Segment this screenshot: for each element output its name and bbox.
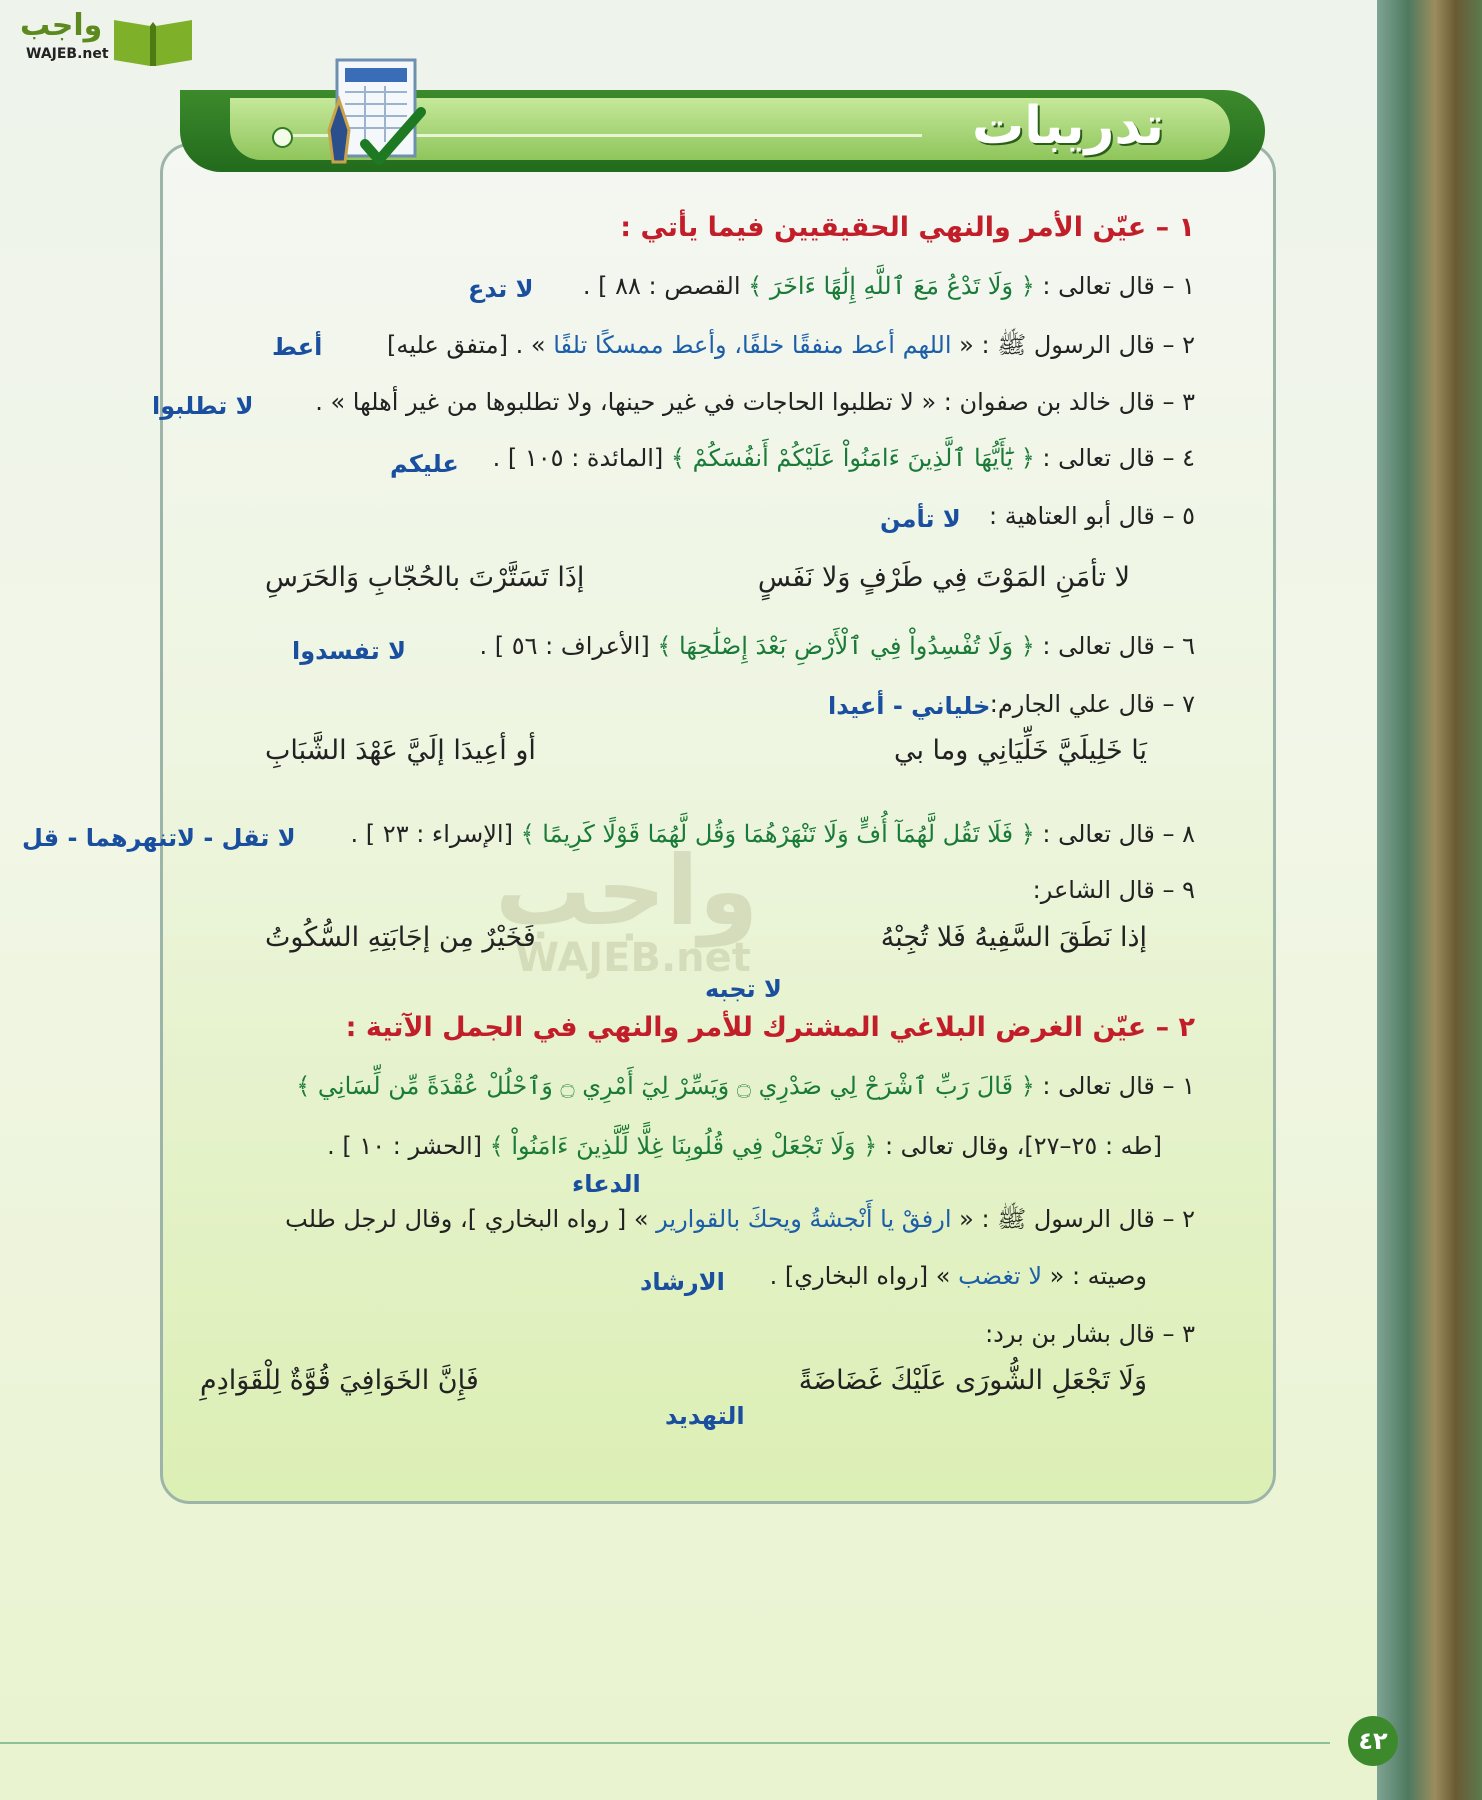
item-8 [351, 820, 1195, 848]
item-2-post: » . [متفق عليه] [387, 331, 554, 359]
s2-item-1-line2-pre: [طه : ٢٥–٢٧]، وقال تعالى : [877, 1132, 1162, 1160]
item-2-answer: أعط [272, 333, 323, 361]
item-8-quote: ﴿ فَلَا تَقُل لَّهُمَآ أُفٍّ وَلَا تَنْهَرْهُمَا وَقُل لَّهُمَا قَوْلًا كَرِيمًا ﴾ [520, 820, 1035, 848]
s2-item-2-answer: الارشاد [640, 1268, 725, 1296]
item-4-quote: ﴿ يَٰٓأَيُّهَا ٱلَّذِينَ ءَامَنُواْ عَلَيْكُمْ أَنفُسَكُمْ ﴾ [670, 444, 1035, 472]
item-6-post: [الأعراف : ٥٦ ] . [479, 632, 658, 660]
s2-item-2-line2-pre: وصيته : « [1042, 1262, 1147, 1290]
item-9: ٩ – قال الشاعر: [1032, 876, 1195, 904]
s2-item-1-pre: ١ – قال تعالى : [1034, 1072, 1195, 1100]
item-1-quote: ﴿ وَلَا تَدْعُ مَعَ ٱللَّهِ إِلَٰهًا ءَاخَرَ ﴾ [748, 272, 1035, 300]
title-decor-dot [272, 127, 293, 148]
s2-item-1-line2 [327, 1132, 1162, 1160]
s2-item-1-line2-quote: ﴿ وَلَا تَجْعَلْ فِي قُلُوبِنَا غِلًّا لِّلَّذِينَ ءَامَنُواْ ﴾ [489, 1132, 878, 1160]
watermark-arabic: واجب [495, 835, 759, 947]
item-6 [479, 632, 1195, 660]
section1-heading: ١ – عيّن الأمر والنهي الحقيقيين فيما يأتي : [620, 212, 1195, 243]
s2-item-1 [296, 1072, 1195, 1100]
watermark [495, 835, 825, 985]
verse-bashar-1: وَلَا تَجْعَلِ الشُّورَى عَلَيْكَ غَضَاضَةً [798, 1365, 1147, 1396]
s2-item-2-post: » [ رواه البخاري ]، وقال لرجل طلب [285, 1205, 657, 1233]
s2-item-2-line2 [770, 1262, 1147, 1290]
item-7: ٧ – قال علي الجارم: [989, 690, 1195, 718]
item-2 [387, 330, 1195, 365]
s2-item-2-line2-post: » [رواه البخاري] . [769, 1262, 959, 1290]
s2-item-3-answer: التهديد [665, 1402, 745, 1430]
s2-item-3: ٣ – قال بشار بن برد: [985, 1320, 1195, 1348]
s2-item-2 [285, 1204, 1195, 1239]
s2-item-2-pre: ٢ – قال الرسول ﷺ : « [951, 1205, 1195, 1233]
item-1 [583, 272, 1195, 300]
document-pen-check-icon [315, 52, 435, 177]
item-8-answer: لا تقل - لاتنهرهما - قل [22, 824, 296, 852]
item-1-pre: ١ – قال تعالى : [1034, 272, 1195, 300]
item-8-post: [الإسراء : ٢٣ ] . [350, 820, 521, 848]
side-decorative-photo [1377, 0, 1482, 1800]
item-2-pre: ٢ – قال الرسول ﷺ : « [951, 331, 1195, 359]
page-title: تدريبات [971, 96, 1164, 156]
page-number: ٤٢ [1348, 1716, 1398, 1766]
item-4-post: [المائدة : ١٠٥ ] . [492, 444, 671, 472]
section2-heading: ٢ – عيّن الغرض البلاغي المشترك للأمر والنهي في الجمل الآتية : [345, 1012, 1195, 1043]
item-4 [493, 444, 1195, 472]
footer-line [0, 1742, 1330, 1744]
verse-bashar-2: فَإِنَّ الخَوَافِيَ قُوَّةٌ لِلْقَوَادِمِ [200, 1365, 479, 1396]
logo-arabic-text: واجب [20, 8, 103, 43]
logo-latin-text: WAJEB.net [26, 46, 109, 62]
verse-abu-atahiya-2: إذَا تَسَتَّرْتَ بالحُجّابِ وَالحَرَسِ [265, 562, 585, 593]
s2-item-2-line2-quote: لا تغضب [958, 1262, 1043, 1290]
book-icon [110, 12, 196, 68]
item-6-answer: لا تفسدوا [292, 637, 406, 665]
s2-item-2-quote: ارفقْ يا أَنْجشةُ ويحكَ بالقوارير [656, 1205, 952, 1233]
item-8-pre: ٨ – قال تعالى : [1034, 820, 1195, 848]
item-4-answer: عليكم [390, 450, 459, 478]
item-5-answer: لا تأمن [880, 505, 961, 533]
item-9-answer: لا تجبه [705, 975, 782, 1003]
item-4-pre: ٤ – قال تعالى : [1034, 444, 1195, 472]
s2-item-1-answer: الدعاء [572, 1170, 641, 1198]
verse-abu-atahiya-1: لا تأمَنِ المَوْتَ فِي طَرْفٍ وَلا نَفَسٍ [757, 562, 1130, 593]
item-1-post: القصص : ٨٨ ] . [582, 272, 749, 300]
verse-poet-1: إذا نَطَقَ السَّفِيهُ فَلا تُجِبْهُ [880, 922, 1147, 953]
verse-jarim-2: أو أعِيدَا إلَيَّ عَهْدَ الشَّبَابِ [265, 735, 536, 766]
wajeb-logo [12, 8, 192, 68]
s2-item-1-line2-post: [الحشر : ١٠ ] . [327, 1132, 490, 1160]
s2-item-1-quote: ﴿ قَالَ رَبِّ ٱشْرَحْ لِي صَدْرِي ۝ وَيَسِّرْ لِيٓ أَمْرِي ۝ وَٱحْلُلْ عُقْدَةً مِّن لِّسَانِي ﴾ [296, 1072, 1035, 1100]
item-1-answer: لا تدع [468, 275, 534, 303]
item-3-answer: لا تطلبوا [152, 392, 254, 420]
item-7-answer: خلياني - أعيدا [828, 692, 991, 720]
verse-poet-2: فَخَيْرٌ مِن إجَابَتِهِ السُّكُوتُ [265, 922, 536, 953]
item-3: ٣ – قال خالد بن صفوان : « لا تطلبوا الحاجات في غير حينها، ولا تطلبوها من غير أهلها » . [315, 388, 1195, 416]
item-2-quote: اللهم أعط منفقًا خلفًا، وأعط ممسكًا تلفًا [553, 331, 952, 359]
item-5: ٥ – قال أبو العتاهية : [989, 502, 1195, 530]
watermark-latin: WAJEB.net [515, 935, 751, 981]
verse-jarim-1: يَا خَلِيلَيَّ خَلِّيَانِي وما بي [893, 735, 1147, 766]
item-6-quote: ﴿ وَلَا تُفْسِدُواْ فِي ٱلْأَرْضِ بَعْدَ إِصْلَٰحِهَا ﴾ [657, 632, 1035, 660]
item-6-pre: ٦ – قال تعالى : [1034, 632, 1195, 660]
